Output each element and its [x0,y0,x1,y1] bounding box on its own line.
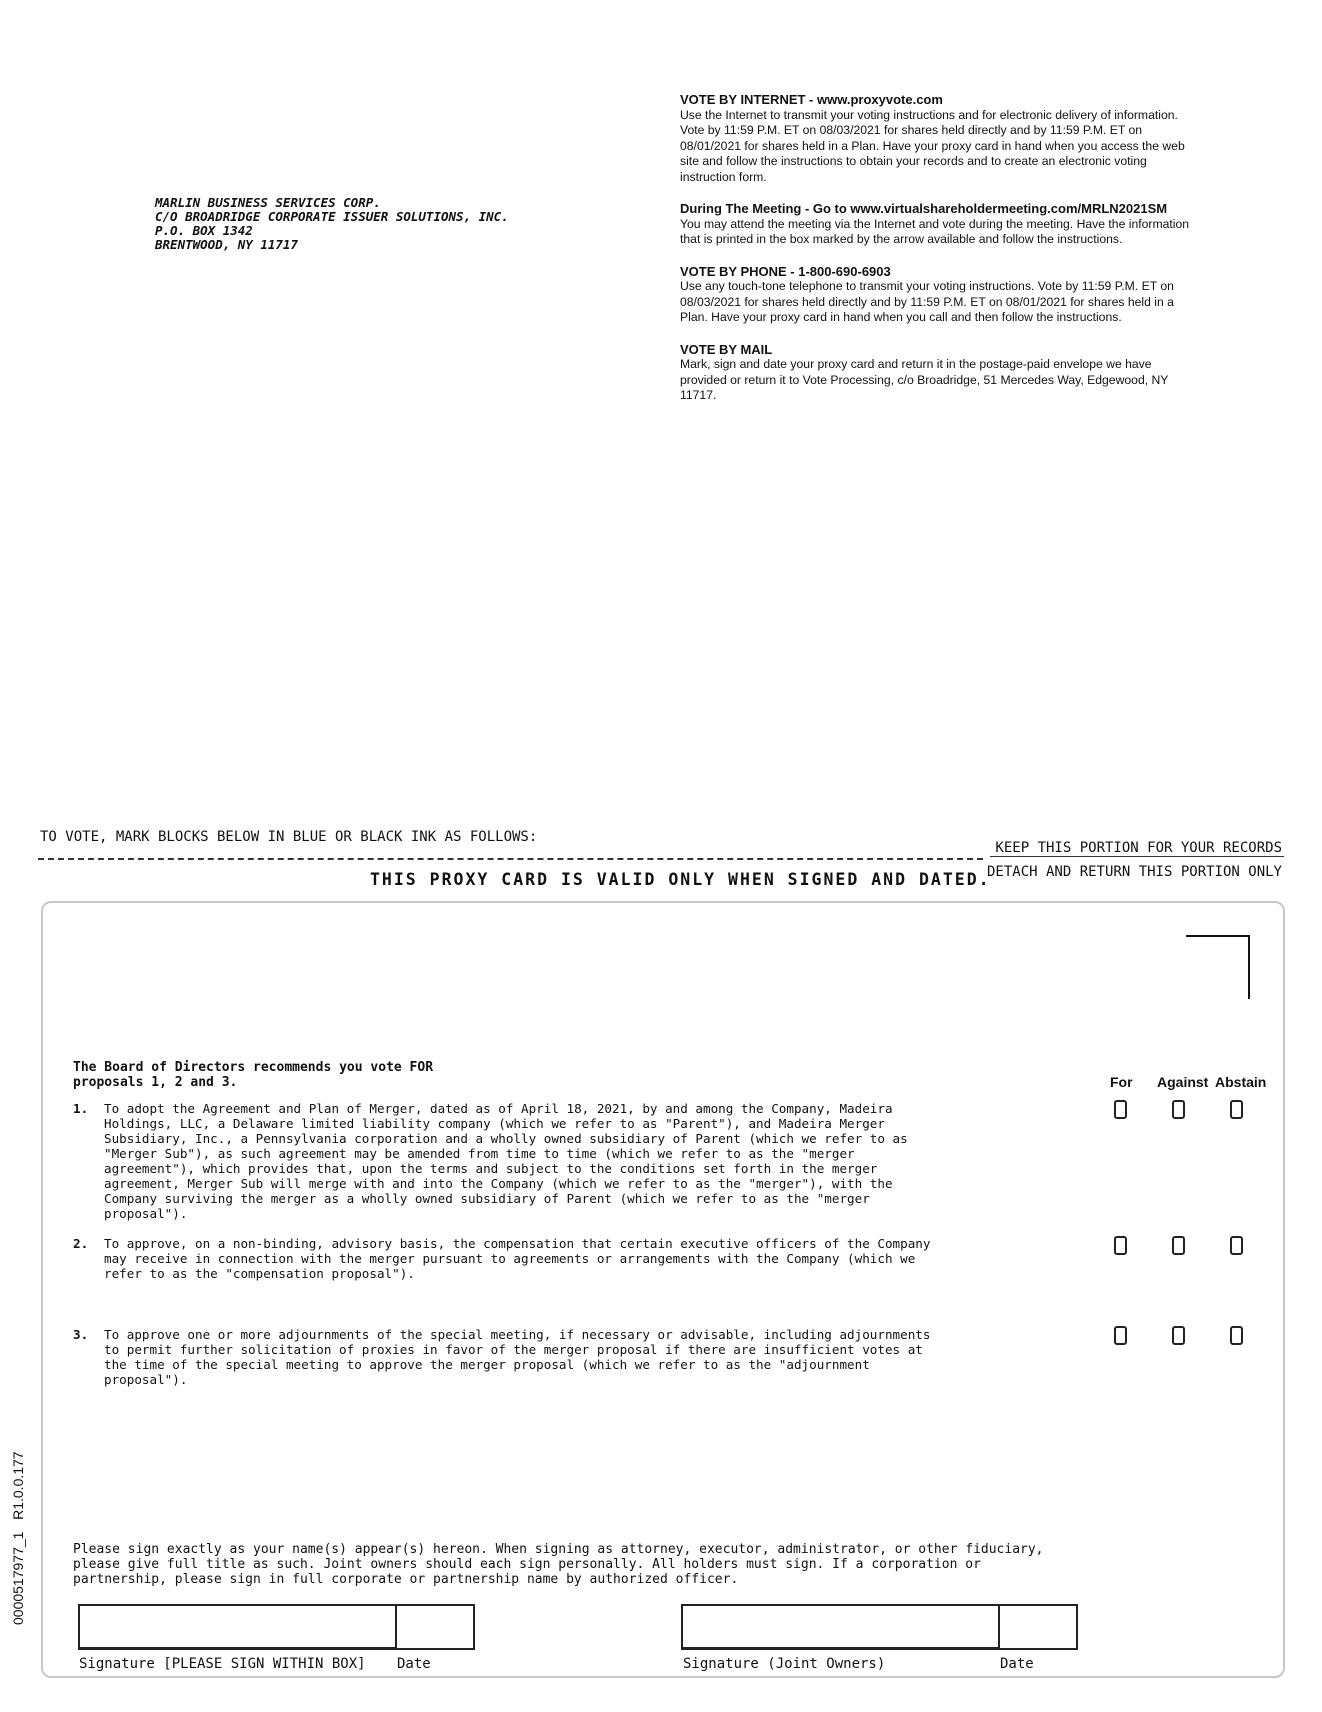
document-control-code: 0000517977_1 R1.0.0.177 [10,1451,26,1625]
detach-portion-label: DETACH AND RETURN THIS PORTION ONLY [986,864,1282,880]
vote-by-phone [680,264,1200,326]
proposal-2-against-checkbox[interactable] [1172,1236,1185,1255]
vote-by-internet [680,92,1200,185]
proposal-number: 3. [73,1327,89,1342]
perforation-line [38,858,983,860]
address-line-1: MARLIN BUSINESS SERVICES CORP. [155,195,381,210]
joint-date-box[interactable] [1000,1604,1078,1650]
address-line-2: C/O BROADRIDGE CORPORATE ISSUER SOLUTIONS, INC. [155,209,509,224]
proposal-2 [73,1236,973,1281]
proposal-text: To approve one or more adjournments of the special meeting, if necessary or advisable, including adjournments to permit further solicitation of proxies in favor of the merger proposal if there are insufficient votes at the time of the special meeting to approve the merger proposal (which we refer to as the "adjournment proposal"). [104,1327,931,1387]
proposal-2-for-checkbox[interactable] [1114,1236,1127,1255]
proposal-number: 2. [73,1236,89,1251]
signature-label: Signature [PLEASE SIGN WITHIN BOX] [79,1656,366,1672]
joint-signature-label: Signature (Joint Owners) [683,1656,886,1672]
column-header-for: For [1110,1074,1133,1090]
proposal-2-abstain-checkbox[interactable] [1230,1236,1243,1255]
vote-by-internet-body: Use the Internet to transmit your voting instructions and for electronic delivery of information. Vote by 11:59 P.M. ET on 08/03/2021 for shares held directly and by 11:59 P.M. ET on 08/01/2021 for shares held in a Plan. Have your proxy card in hand when you access the web site and follow the instructions to obtain your records and to create an electronic voting instruction form. [680,107,1185,184]
date-label: Date [397,1656,431,1672]
board-recommendation-line-2: proposals 1, 2 and 3. [73,1075,238,1090]
address-line-3: P.O. BOX 1342 [155,223,253,238]
mark-instructions: TO VOTE, MARK BLOCKS BELOW IN BLUE OR BLACK INK AS FOLLOWS: [40,829,538,845]
divider-line [990,856,1284,857]
column-header-abstain: Abstain [1215,1074,1267,1090]
corner-registration-mark [1186,935,1250,999]
vote-by-phone-body: Use any touch-tone telephone to transmit your voting instructions. Vote by 11:59 P.M. ET on 08/03/2021 for shares held directly and by 11:59 P.M. ET on 08/01/2021 for shares held in a Plan. Have your proxy card in hand when you call and then follow the instructions. [680,279,1174,324]
voting-instructions [680,92,1200,420]
proposal-1-against-checkbox[interactable] [1172,1100,1185,1119]
proposal-1 [73,1101,973,1221]
proposal-3 [73,1327,973,1387]
proposal-3-abstain-checkbox[interactable] [1230,1326,1243,1345]
column-header-against: Against [1157,1074,1209,1090]
vote-during-meeting-title: During The Meeting - Go to www.virtualshareholdermeeting.com/MRLN2021SM [680,201,1168,216]
vote-during-meeting-body: You may attend the meeting via the Internet and vote during the meeting. Have the information that is printed in the box marked by the arrow available and follow the instructions. [680,216,1190,246]
vote-by-phone-title: VOTE BY PHONE - 1-800-690-6903 [680,263,891,279]
signature-box[interactable] [78,1604,397,1650]
proposal-number: 1. [73,1101,89,1116]
validity-note: THIS PROXY CARD IS VALID ONLY WHEN SIGNED AND DATED. [370,870,991,889]
joint-signature-box[interactable] [681,1604,1000,1650]
vote-by-mail [680,342,1200,404]
proposal-text: To adopt the Agreement and Plan of Merger, dated as of April 18, 2021, by and among the Company, Madeira Holdings, LLC, a Delaware limited liability company (which we refer to as "Parent"), and Madeira Merger Subsidiary, Inc., a Pennsylvania corporation and a wholly owned subsidiary of Parent (which we refer to as "Merger Sub"), as such agreement may be amended from time to time (which we refer to as the "merger agreement"), which provides that, upon the terms and subject to the conditions set forth in the merger agreement, Merger Sub will merge with and into the Company (which we refer to as the "merger"), with the Company surviving the merger as a wholly owned subsidiary of Parent (which we refer to as the "merger proposal"). [104,1101,908,1221]
keep-portion-label: KEEP THIS PORTION FOR YOUR RECORDS [995,840,1282,856]
joint-date-label: Date [1000,1656,1034,1672]
board-recommendation [73,1060,433,1090]
proposal-3-against-checkbox[interactable] [1172,1326,1185,1345]
vote-by-internet-title: VOTE BY INTERNET - www.proxyvote.com [680,92,943,107]
board-recommendation-line-1: The Board of Directors recommends you vote FOR [73,1060,434,1075]
vote-during-meeting [680,201,1200,248]
proposal-3-for-checkbox[interactable] [1114,1326,1127,1345]
proposal-1-for-checkbox[interactable] [1114,1100,1127,1119]
return-address [155,196,509,252]
address-line-4: BRENTWOOD, NY 11717 [155,237,298,252]
proposal-1-abstain-checkbox[interactable] [1230,1100,1243,1119]
signing-instructions: Please sign exactly as your name(s) appear(s) hereon. When signing as attorney, executor, administrator, or other fiduciary, please give full title as such. Joint owners should each sign personally. All holders must sign. If a corporation or partnership, please sign in full corporate or partnership name by authorized officer. [73,1542,1044,1587]
vote-by-mail-title: VOTE BY MAIL [680,341,773,357]
vote-by-mail-body: Mark, sign and date your proxy card and return it in the postage-paid envelope we have provided or return it to Vote Processing, c/o Broadridge, 51 Mercedes Way, Edgewood, NY 11717. [680,357,1169,402]
date-box[interactable] [397,1604,475,1650]
proposal-text: To approve, on a non-binding, advisory basis, the compensation that certain executive officers of the Company may receive in connection with the merger pursuant to agreements or arrangements with the Company (which we refer to as the "compensation proposal"). [104,1236,931,1281]
